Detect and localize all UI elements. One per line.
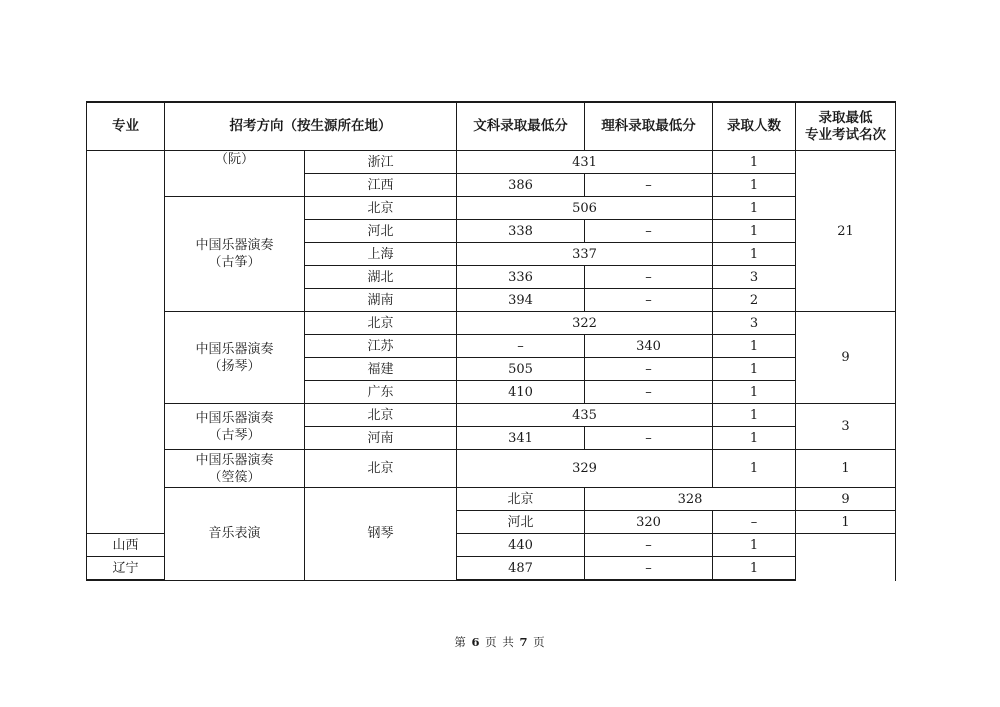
- combined-score-cell: 328: [585, 488, 796, 511]
- table-row: [87, 404, 896, 427]
- arts-score-cell: 336: [457, 266, 585, 289]
- science-score-cell: –: [585, 220, 713, 243]
- count-cell: 3: [713, 312, 796, 335]
- count-cell: 1: [713, 243, 796, 266]
- count-cell: 1: [713, 381, 796, 404]
- province-cell: 河南: [305, 427, 457, 450]
- header-rank-line1: 录取最低: [818, 109, 873, 126]
- table-row: [87, 488, 896, 511]
- footer-page-number: 6: [471, 635, 481, 649]
- count-cell: 1: [713, 220, 796, 243]
- count-cell: 1: [713, 335, 796, 358]
- header-row: [87, 102, 896, 151]
- direction-line1: 中国乐器演奏: [195, 452, 274, 468]
- province-cell: 北京: [305, 450, 457, 488]
- major-cell-continued: [87, 151, 165, 534]
- count-cell: 1: [713, 404, 796, 427]
- science-score-cell: –: [585, 427, 713, 450]
- science-score-cell: –: [585, 266, 713, 289]
- direction-cell-yangqin: [165, 312, 305, 404]
- direction-cell-guzheng: [165, 197, 305, 312]
- arts-score-cell: 341: [457, 427, 585, 450]
- count-cell: 9: [796, 488, 896, 511]
- header-rank-line2: 专业考试名次: [805, 126, 886, 143]
- science-score-cell: –: [585, 534, 713, 557]
- province-cell: 浙江: [305, 151, 457, 174]
- admission-table: [86, 101, 896, 581]
- footer-mid: 页 共: [485, 635, 515, 649]
- science-score-cell: –: [585, 557, 713, 581]
- direction-line2: （古琴）: [208, 427, 261, 443]
- science-score-cell: –: [585, 381, 713, 404]
- direction-cell-piano: 钢琴: [305, 488, 457, 581]
- province-cell: 广东: [305, 381, 457, 404]
- count-cell: 1: [713, 151, 796, 174]
- table-row: [87, 450, 896, 488]
- province-cell: 山西: [87, 534, 165, 557]
- province-cell: 湖北: [305, 266, 457, 289]
- science-score-cell: –: [585, 174, 713, 197]
- header-rank: [796, 102, 896, 151]
- province-cell: 河北: [305, 220, 457, 243]
- arts-score-cell: 338: [457, 220, 585, 243]
- footer-suffix: 页: [533, 635, 546, 649]
- combined-score-cell: 506: [457, 197, 713, 220]
- count-cell: 1: [713, 450, 796, 488]
- province-cell: 江苏: [305, 335, 457, 358]
- province-cell: 辽宁: [87, 557, 165, 581]
- table-row: [87, 312, 896, 335]
- count-cell: 1: [713, 534, 796, 557]
- arts-score-cell: 394: [457, 289, 585, 312]
- direction-line1: 中国乐器演奏: [195, 341, 274, 357]
- direction-line1: 中国乐器演奏: [195, 238, 274, 253]
- direction-cell-guqin: [165, 404, 305, 450]
- province-cell: 北京: [305, 312, 457, 335]
- science-score-cell: –: [585, 289, 713, 312]
- header-major: 专业: [87, 102, 165, 151]
- direction-line1: 中国乐器演奏: [195, 410, 274, 426]
- science-score-cell: –: [585, 358, 713, 381]
- science-score-cell: –: [713, 511, 796, 534]
- table-row: [87, 197, 896, 220]
- count-cell: 1: [713, 174, 796, 197]
- province-cell: 湖南: [305, 289, 457, 312]
- rank-cell-konghou: 1: [796, 450, 896, 488]
- count-cell: 1: [713, 557, 796, 581]
- arts-score-cell: 386: [457, 174, 585, 197]
- province-cell: 北京: [457, 488, 585, 511]
- arts-score-cell: 505: [457, 358, 585, 381]
- rank-cell-guzheng: 21: [796, 151, 896, 312]
- header-count: 录取人数: [713, 102, 796, 151]
- count-cell: 1: [713, 427, 796, 450]
- arts-score-cell: –: [457, 335, 585, 358]
- arts-score-cell: 440: [457, 534, 585, 557]
- province-cell: 河北: [457, 511, 585, 534]
- science-score-cell: 340: [585, 335, 713, 358]
- direction-line2: （古筝）: [208, 255, 261, 270]
- combined-score-cell: 329: [457, 450, 713, 488]
- count-cell: 1: [713, 197, 796, 220]
- rank-cell-guqin: 3: [796, 404, 896, 450]
- page-footer: [0, 634, 1000, 650]
- province-cell: 北京: [305, 197, 457, 220]
- footer-total-pages: 7: [519, 635, 529, 649]
- footer-prefix: 第: [454, 635, 467, 649]
- province-cell: 福建: [305, 358, 457, 381]
- direction-cell-ruan: （阮）: [165, 151, 305, 197]
- arts-score-cell: 320: [585, 511, 713, 534]
- province-cell: 北京: [305, 404, 457, 427]
- arts-score-cell: 410: [457, 381, 585, 404]
- direction-line2: （扬琴）: [208, 358, 261, 374]
- combined-score-cell: 435: [457, 404, 713, 427]
- count-cell: 1: [796, 511, 896, 534]
- header-arts-min: 文科录取最低分: [457, 102, 585, 151]
- combined-score-cell: 337: [457, 243, 713, 266]
- direction-cell-konghou: [165, 450, 305, 488]
- rank-cell-yangqin: 9: [796, 312, 896, 404]
- province-cell: 上海: [305, 243, 457, 266]
- header-science-min: 理科录取最低分: [585, 102, 713, 151]
- combined-score-cell: 322: [457, 312, 713, 335]
- count-cell: 2: [713, 289, 796, 312]
- direction-line2: （箜篌）: [208, 469, 261, 485]
- province-cell: 江西: [305, 174, 457, 197]
- arts-score-cell: 487: [457, 557, 585, 581]
- count-cell: 1: [713, 358, 796, 381]
- combined-score-cell: 431: [457, 151, 713, 174]
- major-cell-piano: 音乐表演: [165, 488, 305, 581]
- table-row: [87, 151, 896, 174]
- count-cell: 3: [713, 266, 796, 289]
- header-direction: 招考方向（按生源所在地）: [165, 102, 457, 151]
